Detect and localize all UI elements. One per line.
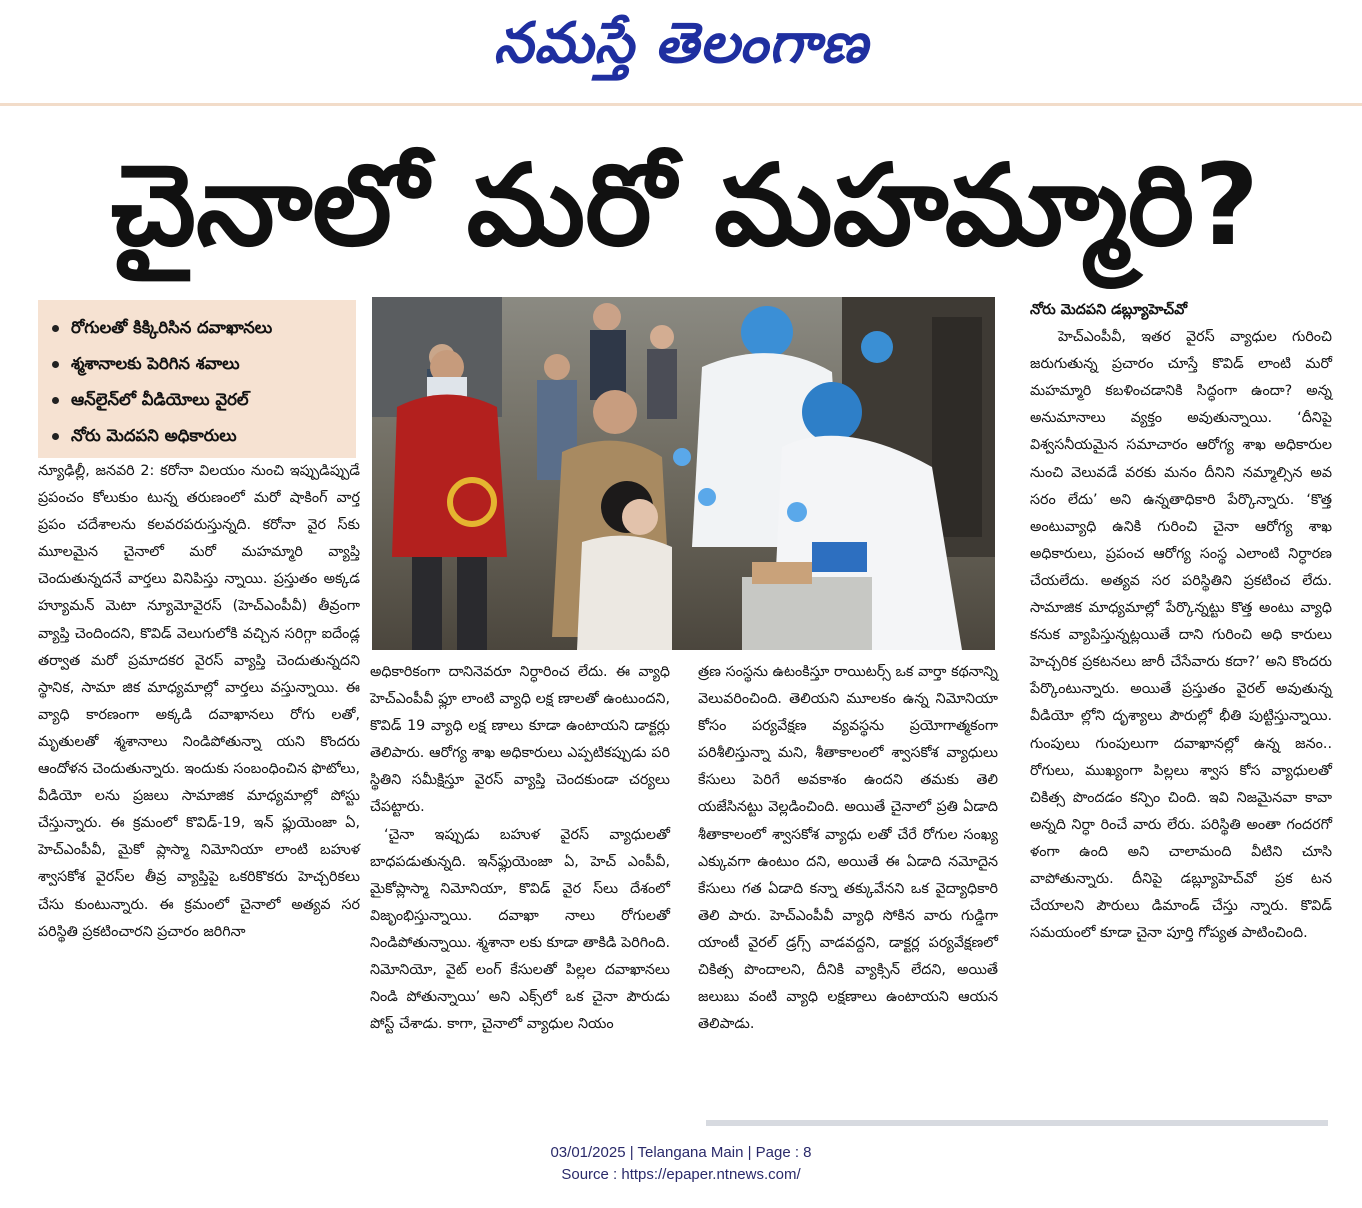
headline: చైనాలో మరో మహమ్మారి? (110, 140, 1260, 271)
article-paragraph: న్యూఢిల్లీ, జనవరి 2: కరోనా విలయం నుంచి ఇప్పుడిప్పుడే ప్రపంచం కోలుకుం టున్న తరుణంలో మరో షాకింగ్ వార్త ప్రపం చదేశాలను కలవరపరుస్తున్నది. కరోనా వైర స్‌కు మూలమైన చైనాలో మరో మహమ్మారి వ్యాప్తి చెందుతున్నదనే వార్తలు వినిపిస్తు న్నాయి. ప్రస్తుతం అక్కడ హ్యూమన్ మెటా న్యూమోవైరస్ (హెచ్‌ఎంపీవీ) తీవ్రంగా వ్యాప్తి చెందిందని, కొవిడ్ వెలుగులోకి వచ్చిన సరిగ్గా ఐదేండ్ల తర్వాత మరో ప్రమాదకర వైరస్ వ్యాప్తి చెందుతున్నదని స్థానిక, సామా జిక మాధ్యమాల్లో వార్తలు వస్తున్నాయి. ఈ వ్యాధి కారణంగా అక్కడి దవాఖానలు రోగు లతో, మృతులతో శ్మశానాలు నిండిపోతున్నా యని కొందరు ఆందోళన చెందుతున్నారు. ఇందుకు సంబంధించిన ఫొటోలు, వీడియో లను ప్రజలు సామాజిక మాధ్యమాల్లో పోస్టు చేస్తున్నారు. ఈ క్రమంలో కొవిడ్-19, ఇన్ ఫ్లుయెంజా ఏ, హెచ్‌ఎంపీవీ, మైకో ప్లాస్మా నిమోనియా లాంటి బహుళ శ్వాసకోశ వైరస్‌ల తీవ్ర వ్యాప్తిపై ఒకరికొకరు హెచ్చరికలు చేసు కుంటున్నారు. ఈ క్రమంలో చైనాలో అత్యవ సర పరిస్థితి ప్రకటించారని ప్రచారం జరిగినా (38, 463, 360, 940)
bullet-icon (52, 397, 59, 404)
masthead (0, 0, 1362, 100)
article-column-4 (1030, 297, 1332, 947)
highlight-text: నోరు మెదపని అధికారులు (71, 426, 237, 445)
highlight-item (52, 418, 356, 454)
section-subheading: నోరు మెదపని డబ్ల్యూహెచ్‌వో (1030, 302, 1188, 318)
article-paragraph: త్రణ సంస్థను ఉటంకిస్తూ రాయిటర్స్ ఒక వార్తా కథనాన్ని వెలువరించింది. తెలియని మూలకం ఉన్న నిమోనియా కోసం పర్యవేక్షణ వ్యవస్థను ప్రయోగాత్మకంగా పరిశీలిస్తున్నా మని, శీతాకాలంలో శ్వాసకోశ వ్యాధులు కేసులు పెరిగే అవకాశం ఉందని తమకు తెలి యజేసినట్టు వెల్లడించింది. అయితే చైనాలో ప్రతి ఏడాది శీతాకాలంలో శ్వాసకోశ వ్యాధు లతో చేరే రోగుల సంఖ్య ఎక్కువగా ఉంటుం దని, అయితే ఈ ఏడాది నమోదైన కేసులు గత ఏడాది కన్నా తక్కువేనని ఒక వైద్యాధికారి తెలి పారు. హెచ్‌ఎంపీవీ వ్యాధి సోకిన వారు గుడ్డిగా యాంటీ వైరల్ డ్రగ్స్ వాడవద్దని, డాక్టర్ల పర్యవేక్షణలో చికిత్స పొందాలని, దీనికి వ్యాక్సిన్ లేదని, అయితే జలుబు వంటి వ్యాధి లక్షణాలు ఉంటాయని ఆయన తెలిపాడు. (698, 664, 998, 1033)
article-column-1 (38, 458, 360, 946)
bullet-icon (52, 361, 59, 368)
highlight-item (52, 310, 356, 346)
highlight-text: ఆన్‌లైన్‌లో వీడియోలు వైరల్ (71, 390, 249, 409)
column-divider (706, 1120, 1328, 1126)
article-column-3 (698, 659, 998, 1038)
highlights-box (38, 300, 356, 458)
newspaper-name: నమస్తే తెలంగాణ (493, 10, 869, 76)
article-paragraph: అధికారికంగా దానినెవరూ నిర్ధారించ లేదు. ఈ వ్యాధి హెచ్‌ఎంపీవీ ఫ్లూ లాంటి వ్యాధి లక్ష ణాలతో ఉంటుందని, కొవిడ్ 19 వ్యాధి లక్ష ణాలు కూడా ఉంటాయని డాక్టర్లు తెలిపారు. ఆరోగ్య శాఖ అధికారులు ఎప్పటికప్పుడు పరి స్థితిని సమీక్షిస్తూ వైరస్ వ్యాప్తి చెందకుండా చర్యలు చేపట్టారు. (370, 664, 670, 816)
highlight-item (52, 382, 356, 418)
article-column-2 (370, 659, 670, 1038)
headline-block (40, 118, 1330, 293)
article-paragraph: హెచ్‌ఎంపీవీ, ఇతర వైరస్ వ్యాధుల గురించి జరుగుతున్న ప్రచారం చూస్తే కొవిడ్ లాంటి మరో మహమ్మారి కబళించడానికి సిద్ధంగా ఉందా? అన్న అనుమానాలు వ్యక్తం అవుతున్నాయి. ‘దీనిపై విశ్వసనీయమైన సమాచారం ఆరోగ్య శాఖ అధికారుల నుంచి వెలువడే వరకు మనం దీనిని నమ్మాల్సిన అవ సరం లేదు’ అని ఉన్నతాధికారి పేర్కొన్నారు. ‘కొత్త అంటువ్యాధి ఉనికి గురించి చైనా ఆరోగ్య శాఖ అధికారులు, ప్రపంచ ఆరోగ్య సంస్థ ఎలాంటి నిర్ధారణ చేయలేదు. అత్యవ సర పరిస్థితిని ప్రకటించ లేదు. సామాజిక మాధ్యమాల్లో పేర్కొన్నట్టు కొత్త అంటు వ్యాధి కనుక వ్యాపిస్తున్నట్లయితే దాని గురించి అధి కారులు హెచ్చరిక ప్రకటనలు జారీ చేసేవారు కదా?’ అని కొందరు పేర్కొంటున్నారు. అయితే ప్రస్తుతం వైరల్ అవుతున్న వీడియో ల్లోని దృశ్యాలు పౌరుల్లో భీతి పుట్టిస్తున్నాయి. గుంపులు గుంపులుగా దవాఖానల్లో ఉన్న జనం.. రోగులు, ముఖ్యంగా పిల్లలు శ్వాస కోస వ్యాధులతో చికిత్స పొందడం కన్పిం చింది. ఇవి నిజమైనవా కావా అన్నది నిర్ధా రించే వారు లేరు. పరిస్థితి అంతా గందరగో ళంగా ఉంది అని చాలామంది వీటిని చూసి వాపోతున్నారు. దీనిపై డబ్ల్యూహెచ్‌వో ప్రక టన చేయాలని పౌరులు డిమాండ్ చేస్తు న్నారు. కొవిడ్ సమయంలో కూడా చైనా పూర్తి గోప్యత పాటించింది. (1030, 329, 1332, 942)
edition-info: 03/01/2025 | Telangana Main | Page : 8 (550, 1144, 812, 1161)
highlight-text: రోగులతో కిక్కిరిసిన దవాఖానలు (71, 318, 273, 337)
source-link[interactable]: Source : https://epaper.ntnews.com/ (561, 1166, 801, 1183)
page-footer (0, 1142, 1362, 1186)
highlight-text: శ్మశానాలకు పెరిగిన శవాలు (71, 354, 240, 373)
news-photo-medical-workers-testing-icon (372, 297, 995, 650)
bullet-icon (52, 433, 59, 440)
bullet-icon (52, 325, 59, 332)
news-photo (372, 297, 995, 650)
highlight-item (52, 346, 356, 382)
article-paragraph: ‘చైనా ఇప్పుడు బహుళ వైరస్ వ్యాధులతో బాధపడుతున్నది. ఇన్‌ఫ్లుయెంజా ఏ, హెచ్ ఎంపీవీ, మైకోప్లాస్మా నిమోనియా, కొవిడ్ వైర స్‌లు దేశంలో విజృంభిస్తున్నాయి. దవాఖా నాలు రోగులతో నిండిపోతున్నాయి. శ్మశానా లకు కూడా తాకిడి పెరిగింది. నిమోనియో, వైట్ లంగ్ కేసులతో పిల్లల దవాఖానలు నిండి పోతున్నాయి’ అని ఎక్స్‌లో ఒక చైనా పౌరుడు పోస్ట్ చేశాడు. కాగా, చైనాలో వ్యాధుల నియం (370, 826, 670, 1033)
masthead-divider (0, 103, 1362, 106)
